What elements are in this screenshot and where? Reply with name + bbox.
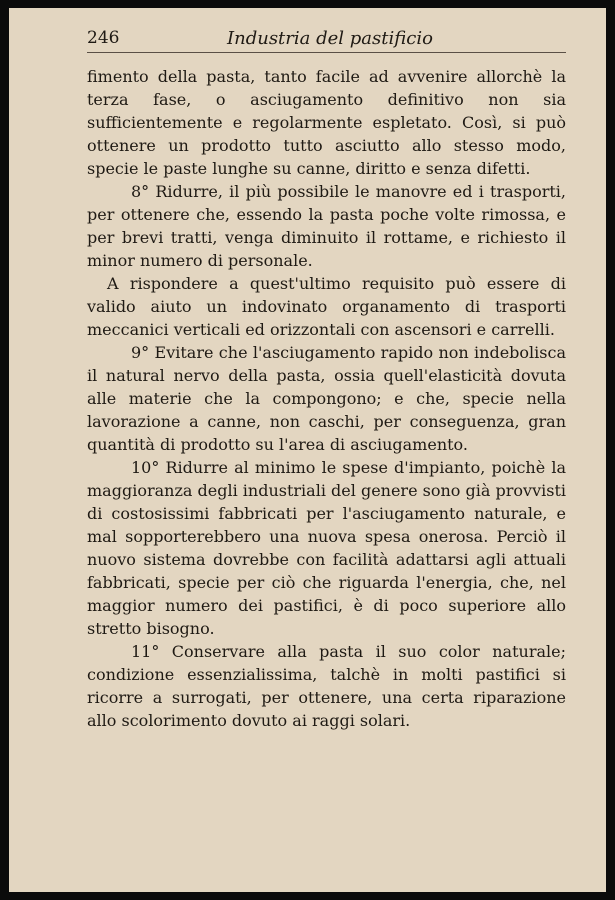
paragraph: 10° Ridurre al minimo le spese d'impianto, poichè la maggioranza degli industriali del genere sono già provvisti di costosissimi fabbricati per l'asciugamento naturale, e mal sopporterebbero una nuova spesa onerosa. Perciò il nuovo sistema dovrebbe con facilità adattarsi agli attuali fabbricati, specie per ciò che riguarda l'energia, che, nel maggior numero dei pastifici, è di poco superiore allo stretto bisogno.: [87, 458, 566, 638]
body-text: [87, 65, 566, 732]
paragraph: fimento della pasta, tanto facile ad avvenire allorchè la terza fase, o asciugamento definitivo non sia sufficientemente e regolarmente espletato. Così, si può ottenere un prodotto tutto asciutto allo stesso modo, specie le paste lunghe su canne, diritto e senza difetti.: [87, 67, 566, 178]
page-number: 246: [87, 28, 120, 48]
running-title: Industria del pastificio: [227, 28, 433, 49]
running-header: [87, 22, 566, 53]
paragraph: 11° Conservare alla pasta il suo color naturale; condizione essenzialissima, talchè in molti pastifici si ricorre a surrogati, per ottenere, una certa riparazione allo scolorimento dovuto ai raggi solari.: [87, 642, 566, 730]
paragraph: 8° Ridurre, il più possibile le manovre ed i trasporti, per ottenere che, essendo la pasta poche volte rimossa, e per brevi tratti, venga diminuito il rottame, e richiesto il minor numero di personale.: [87, 182, 566, 270]
book-page: [9, 8, 606, 892]
paragraph: 9° Evitare che l'asciugamento rapido non indebolisca il natural nervo della pasta, ossia quell'elasticità dovuta alle materie che la compongono; e che, specie nella lavorazione a canne, non caschi, per conseguenza, gran quantità di prodotto su l'area di asciugamento.: [87, 343, 566, 454]
paragraph: A rispondere a quest'ultimo requisito può essere di valido aiuto un indovinato organamento di trasporti meccanici verticali ed orizzontali con ascensori e carrelli.: [87, 274, 566, 339]
